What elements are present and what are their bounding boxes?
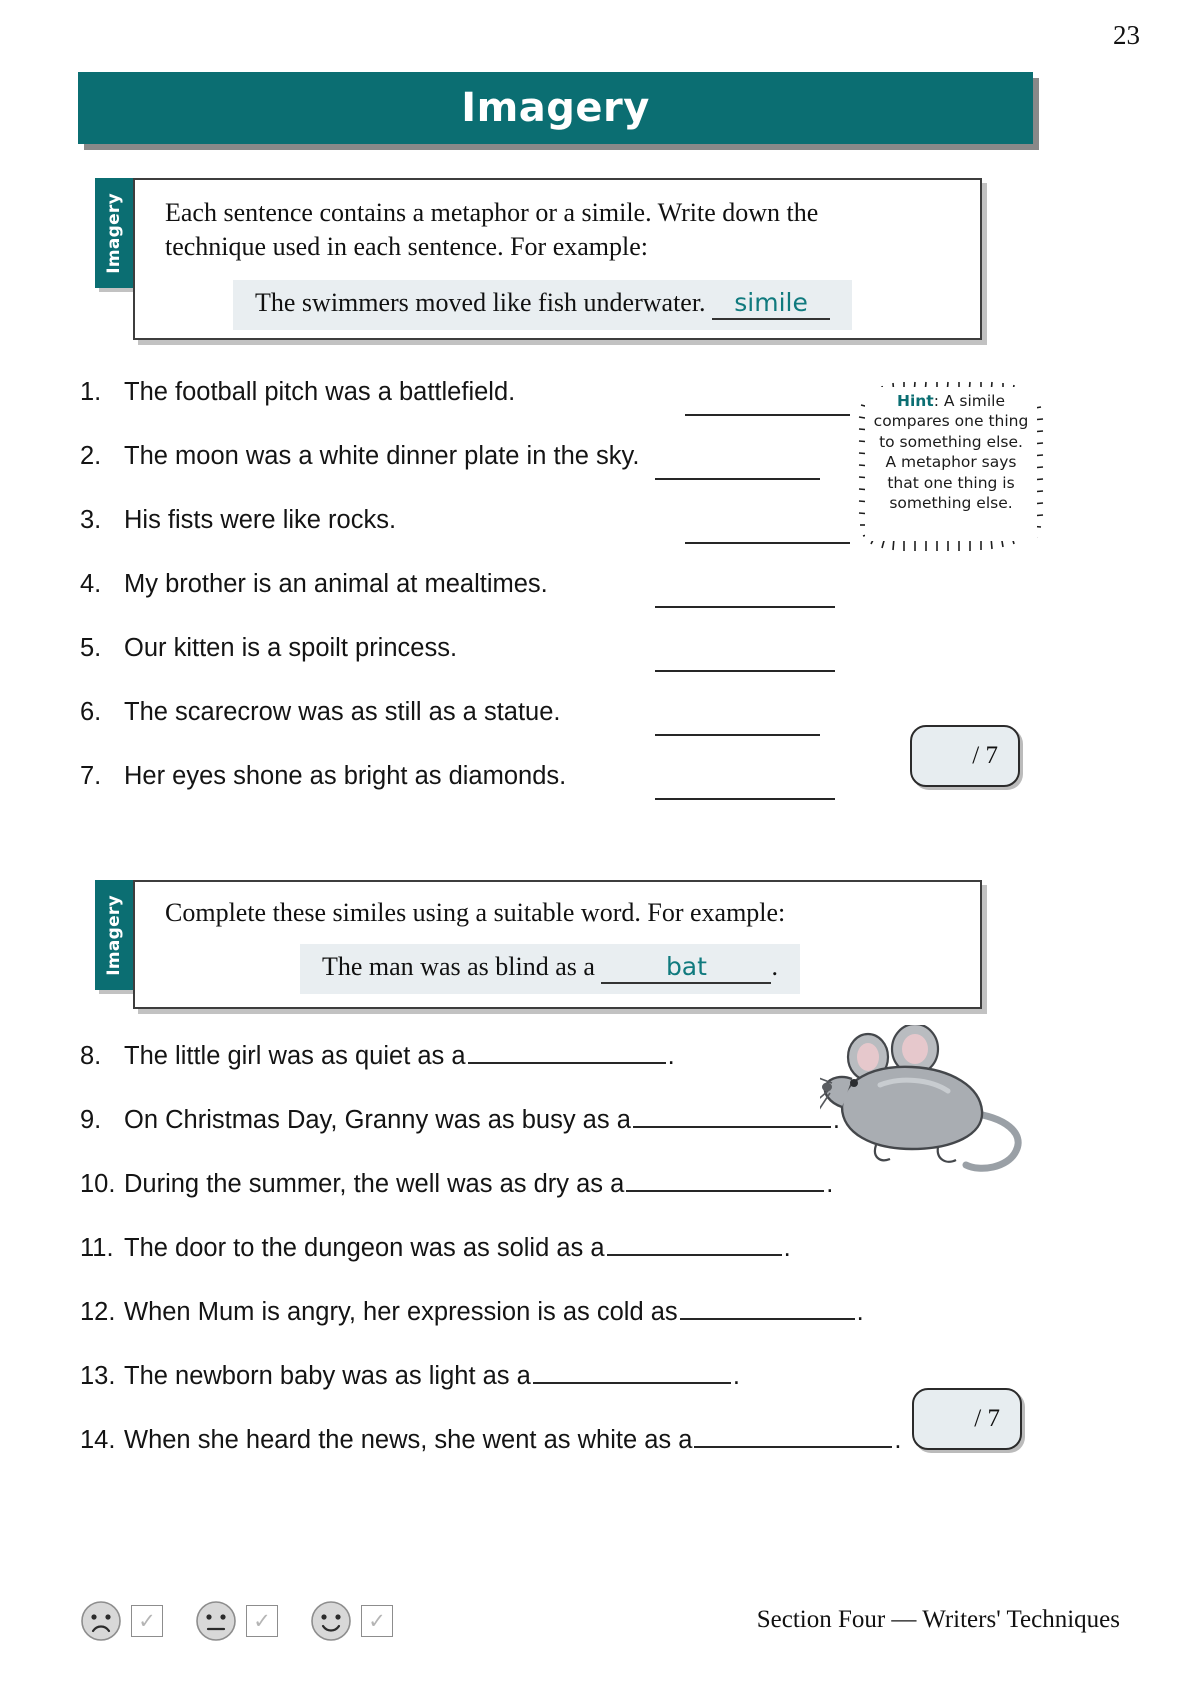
page-number: 23 bbox=[1113, 20, 1140, 50]
question-number: 4. bbox=[80, 570, 102, 598]
question-row bbox=[80, 1234, 1080, 1298]
question-text: During the summer, the well was as dry as a bbox=[124, 1170, 625, 1198]
tickbox-happy[interactable] bbox=[361, 1605, 393, 1637]
hint-separator: : bbox=[933, 392, 939, 410]
question-number: 5. bbox=[80, 634, 102, 662]
question-number: 13. bbox=[80, 1362, 116, 1390]
happy-face-icon bbox=[310, 1600, 352, 1642]
answer-blank[interactable] bbox=[468, 1062, 666, 1064]
section1-instruction-box bbox=[133, 178, 982, 340]
question-text: The door to the dungeon was as solid as a bbox=[124, 1234, 605, 1262]
score-label: / 7 bbox=[974, 1405, 1000, 1432]
section1-example-answer: simile bbox=[734, 288, 808, 317]
hint-line-5: that one thing is bbox=[887, 473, 1015, 492]
score-box-section1[interactable] bbox=[910, 725, 1020, 787]
hint-line-2: compares one thing bbox=[873, 412, 1029, 431]
question-number: 3. bbox=[80, 506, 102, 534]
answer-blank[interactable] bbox=[533, 1382, 731, 1384]
question-number: 11. bbox=[80, 1234, 114, 1262]
question-text: The moon was a white dinner plate in the sky. bbox=[124, 442, 640, 470]
page-title-banner bbox=[78, 72, 1033, 144]
question-text: The scarecrow was as still as a statue. bbox=[124, 698, 561, 726]
answer-blank[interactable] bbox=[694, 1446, 892, 1448]
hint-bubble bbox=[851, 375, 1051, 553]
section1-example-sentence: The swimmers moved like fish underwater. bbox=[255, 288, 706, 317]
section1-tab bbox=[95, 178, 133, 288]
question-suffix: . bbox=[667, 1042, 675, 1070]
question-text: His fists were like rocks. bbox=[124, 506, 397, 534]
answer-blank[interactable] bbox=[633, 1126, 831, 1128]
question-row bbox=[80, 378, 870, 442]
question-text: My brother is an animal at mealtimes. bbox=[124, 570, 548, 598]
tickbox-neutral[interactable] bbox=[246, 1605, 278, 1637]
question-number: 2. bbox=[80, 442, 102, 470]
question-suffix: . bbox=[832, 1106, 840, 1134]
tick-icon: ✓ bbox=[138, 1609, 156, 1633]
question-number: 7. bbox=[80, 762, 102, 790]
question-number: 10. bbox=[80, 1170, 116, 1198]
mouse-illustration bbox=[820, 1025, 1055, 1180]
section1-example bbox=[233, 280, 852, 330]
question-number: 1. bbox=[80, 378, 102, 406]
hint-line-1: A simile bbox=[938, 392, 1006, 410]
hint-line-4: A metaphor says bbox=[885, 453, 1017, 472]
smiley-group-happy bbox=[310, 1600, 393, 1642]
footer-section-label: Section Four — Writers' Techniques bbox=[756, 1606, 1120, 1633]
section2-example-answer-blank bbox=[601, 952, 771, 984]
section1-example-answer-blank bbox=[712, 288, 830, 320]
smiley-group-sad bbox=[80, 1600, 163, 1642]
question-row bbox=[80, 442, 870, 506]
answer-line[interactable] bbox=[655, 606, 835, 608]
answer-line[interactable] bbox=[685, 414, 850, 416]
section2-tab bbox=[95, 880, 133, 990]
neutral-face-icon bbox=[195, 1600, 237, 1642]
question-suffix: . bbox=[894, 1426, 902, 1454]
page-footer bbox=[80, 1600, 1120, 1660]
question-number: 12. bbox=[80, 1298, 116, 1326]
sad-face-icon bbox=[80, 1600, 122, 1642]
hint-line-6: something else. bbox=[889, 494, 1013, 513]
question-suffix: . bbox=[783, 1234, 791, 1262]
question-row bbox=[80, 1298, 1080, 1362]
self-assessment-smileys bbox=[80, 1600, 415, 1642]
section1-instruction-text: Each sentence contains a metaphor or a simile. Write down the technique used in each sentence. For example: bbox=[165, 198, 819, 262]
tick-icon: ✓ bbox=[253, 1609, 271, 1633]
question-row bbox=[80, 634, 870, 698]
question-text: Our kitten is a spoilt princess. bbox=[124, 634, 458, 662]
answer-line[interactable] bbox=[655, 478, 820, 480]
question-row bbox=[80, 570, 870, 634]
answer-line[interactable] bbox=[685, 542, 850, 544]
answer-line[interactable] bbox=[655, 798, 835, 800]
question-number: 14. bbox=[80, 1426, 116, 1454]
tick-icon: ✓ bbox=[368, 1609, 386, 1633]
question-text: When she heard the news, she went as white as a bbox=[124, 1426, 693, 1454]
score-label: / 7 bbox=[972, 742, 998, 769]
section2-example bbox=[300, 944, 800, 994]
answer-blank[interactable] bbox=[626, 1190, 824, 1192]
section2-example-prefix: The man was as blind as a bbox=[322, 952, 595, 981]
question-suffix: . bbox=[826, 1170, 834, 1198]
question-number: 8. bbox=[80, 1042, 102, 1070]
section2-example-answer: bat bbox=[665, 952, 707, 981]
page-title: Imagery bbox=[461, 85, 650, 131]
answer-blank[interactable] bbox=[680, 1318, 855, 1320]
question-row bbox=[80, 698, 870, 762]
answer-line[interactable] bbox=[655, 670, 835, 672]
section2-instruction-text: Complete these similes using a suitable word. For example: bbox=[165, 898, 786, 927]
question-number: 6. bbox=[80, 698, 102, 726]
question-row bbox=[80, 762, 870, 826]
question-text: When Mum is angry, her expression is as cold as bbox=[124, 1298, 678, 1326]
question-text: The newborn baby was as light as a bbox=[124, 1362, 531, 1390]
question-text: Her eyes shone as bright as diamonds. bbox=[124, 762, 567, 790]
hint-line-3: to something else. bbox=[879, 432, 1023, 451]
question-row bbox=[80, 506, 870, 570]
hint-text bbox=[865, 387, 1037, 541]
question-text: The football pitch was a battlefield. bbox=[124, 378, 516, 406]
answer-blank[interactable] bbox=[607, 1254, 782, 1256]
section1-tab-label: Imagery bbox=[104, 192, 124, 274]
question-number: 9. bbox=[80, 1106, 102, 1134]
section2-instruction-box bbox=[133, 880, 982, 1009]
question-text: The little girl was as quiet as a bbox=[124, 1042, 466, 1070]
section2-tab-label: Imagery bbox=[104, 894, 124, 976]
score-box-section2[interactable] bbox=[912, 1388, 1022, 1450]
answer-line[interactable] bbox=[655, 734, 820, 736]
section2-example-suffix: . bbox=[771, 952, 778, 981]
tickbox-sad[interactable] bbox=[131, 1605, 163, 1637]
question-suffix: . bbox=[856, 1298, 864, 1326]
hint-label: Hint bbox=[896, 392, 934, 410]
question-text: On Christmas Day, Granny was as busy as a bbox=[124, 1106, 631, 1134]
question-suffix: . bbox=[732, 1362, 740, 1390]
smiley-group-neutral bbox=[195, 1600, 278, 1642]
section1-question-list bbox=[80, 378, 870, 826]
